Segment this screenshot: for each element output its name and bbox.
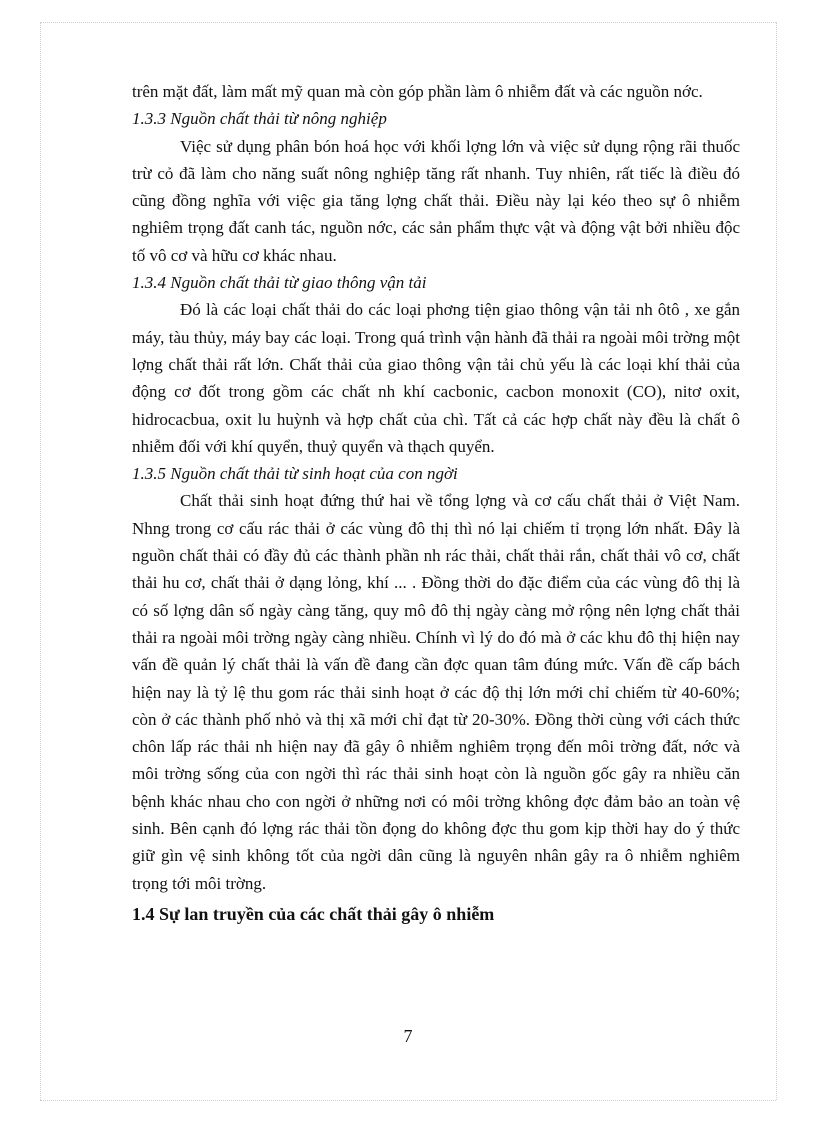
paragraph-domestic: Chất thải sinh hoạt đứng thứ hai về tổng lợng và cơ cấu chất thải ở Việt Nam. Nhng trong cơ cấu rác thải ở các vùng đô thị thì nó lại chiếm tỉ trọng lớn nhất. Đây là nguồn chất thải có đầy đủ các thành phần nh rác thải, chất thải rắn, chất thải vô cơ, chất thải hu cơ, chất thải ở dạng lỏng, khí ... . Đồng thời do đặc điểm của các vùng đô thị là có số lợng dân số ngày càng tăng, quy mô đô thị ngày càng mở rộng nên lợng chất thải thải ra ngoài môi trờng ngày càng nhiều. Chính vì lý do đó mà ở các khu đô thị hiện nay vấn đề quản lý chất thải là vấn đề đang cần đợc quan tâm đúng mức. Vấn đề cấp bách hiện nay là tỷ lệ thu gom rác thải sinh hoạt ở các độ thị lớn mới chỉ chiếm từ 40-60%; còn ở các thành phố nhỏ và thị xã mới chỉ đạt từ 20-30%. Đồng thời cùng với cách thức chôn lấp rác thải nh hiện nay đã gây ô nhiễm nghiêm trọng đến môi trờng đất, nớc và môi trờng sống của con ngời thì rác thải sinh hoạt còn là nguồn gốc gây ra nhiều căn bệnh khác nhau cho con ngời ở những nơi có môi trờng không đợc đảm bảo an toàn vệ sinh. Bên cạnh đó lợng rác thải tồn đọng do không đợc thu gom kịp thời hay do ý thức giữ gìn vệ sinh không tốt của ngời dân cũng là nguyên nhân gây ra ô nhiễm nghiêm trọng tới môi trờng. bbox=[132, 491, 740, 893]
paragraph-continuation: trên mặt đất, làm mất mỹ quan mà còn góp phần làm ô nhiễm đất và các nguồn nớc. bbox=[132, 82, 703, 101]
page-border-left bbox=[40, 22, 41, 1100]
page-border-top bbox=[40, 22, 776, 23]
page-content bbox=[132, 78, 740, 928]
page-border-bottom bbox=[40, 1100, 776, 1101]
subheading-transport: 1.3.4 Nguồn chất thải từ giao thông vận tải bbox=[132, 273, 427, 293]
page-border-right bbox=[776, 22, 777, 1100]
paragraph-transport: Đó là các loại chất thải do các loại phơng tiện giao thông vận tải nh ôtô , xe gắn máy, tàu thủy, máy bay các loại. Trong quá trình vận hành đã thải ra ngoài môi trờng một lợng chất thải rất lớn. Chất thải của giao thông vận tải chủ yếu là các loại khí thải của động cơ đốt trong gồm các chất nh khí cacbonic, cacbon monoxit (CO), nitơ oxit, hidrocacbua, oxit lu huỳnh và hợp chất của chì. Tất cả các hợp chất này đều là chất ô nhiễm đối với khí quyển, thuỷ quyển và thạch quyển. bbox=[132, 300, 740, 456]
paragraph-agriculture: Việc sử dụng phân bón hoá học với khối lợng lớn và việc sử dụng rộng rãi thuốc trừ cỏ đã làm cho năng suất nông nghiệp tăng rất nhanh. Tuy nhiên, rất tiếc là điều đó cũng đồng nghĩa với việc gia tăng lợng chất thải. Điều này lại kéo theo sự ô nhiễm nghiêm trọng đất canh tác, nguồn nớc, các sản phẩm thực vật và động vật bởi nhiều độc tố vô cơ và hữu cơ khác nhau. bbox=[132, 136, 740, 265]
subheading-domestic: 1.3.5 Nguồn chất thải từ sinh hoạt của con ngời bbox=[132, 464, 458, 484]
subheading-agriculture: 1.3.3 Nguồn chất thải từ nông nghiệp bbox=[132, 109, 387, 129]
page-number: 7 bbox=[403, 1026, 413, 1046]
section-heading-spread: 1.4 Sự lan truyền của các chất thải gây ô nhiễm bbox=[132, 903, 495, 924]
